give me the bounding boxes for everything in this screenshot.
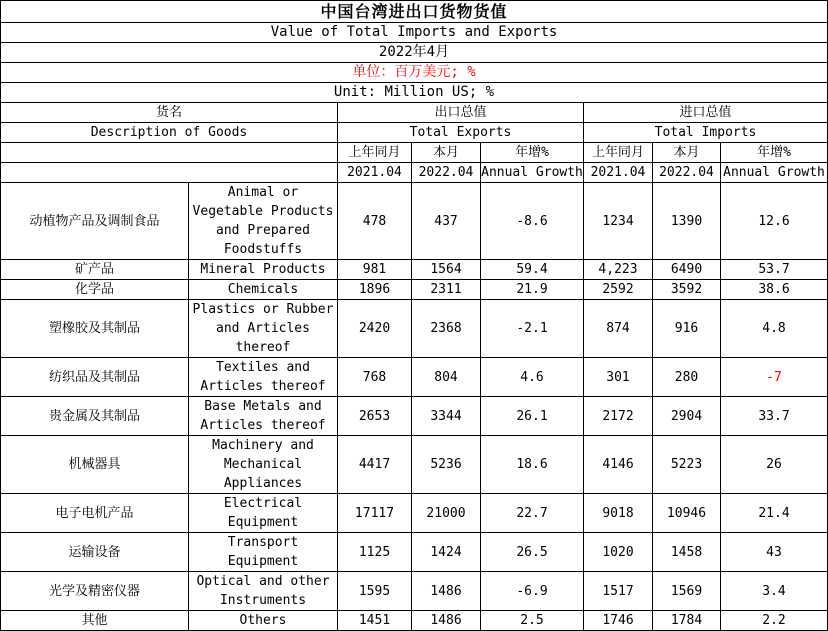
table-row	[1, 260, 828, 280]
value-cell: 33.7	[721, 397, 828, 436]
value-cell: 26.1	[481, 397, 584, 436]
value-cell: 2.5	[481, 611, 584, 631]
unit-label-en: Unit: Million US; %	[1, 83, 828, 103]
value-cell: 1896	[338, 280, 412, 300]
table-row	[1, 494, 828, 533]
value-cell: 2311	[412, 280, 481, 300]
value-cell: 9018	[584, 494, 653, 533]
value-cell: 1458	[653, 533, 721, 572]
goods-name-en: Chemicals	[189, 280, 338, 300]
value-cell: 1390	[653, 183, 721, 260]
value-cell: 3344	[412, 397, 481, 436]
goods-name-en: Plastics or Rubber and Articles thereof	[189, 300, 338, 358]
goods-name-cn: 光学及精密仪器	[1, 572, 189, 611]
goods-name-cn: 矿产品	[1, 260, 189, 280]
value-cell: -2.1	[481, 300, 584, 358]
goods-name-en: Base Metals and Articles thereof	[189, 397, 338, 436]
value-cell-negative-red: -7	[721, 358, 828, 397]
value-cell: 6490	[653, 260, 721, 280]
table-row	[1, 183, 828, 260]
value-cell: 916	[653, 300, 721, 358]
goods-name-en: Mineral Products	[189, 260, 338, 280]
value-cell: 1517	[584, 572, 653, 611]
col-header-imports-en: Total Imports	[584, 123, 828, 143]
table-row	[1, 397, 828, 436]
value-cell: 38.6	[721, 280, 828, 300]
col-header-blank	[1, 163, 338, 183]
value-cell: 1569	[653, 572, 721, 611]
value-cell: 2592	[584, 280, 653, 300]
table-row	[1, 611, 828, 631]
value-cell: 1746	[584, 611, 653, 631]
unit-label-cn: 单位：百万美元; %	[1, 63, 828, 83]
goods-name-cn: 塑橡胶及其制品	[1, 300, 189, 358]
value-cell: 17117	[338, 494, 412, 533]
table-row	[1, 300, 828, 358]
value-cell: 1784	[653, 611, 721, 631]
value-cell: 2904	[653, 397, 721, 436]
value-cell: 18.6	[481, 436, 584, 494]
value-cell: 1451	[338, 611, 412, 631]
table-row	[1, 572, 828, 611]
goods-name-cn: 运输设备	[1, 533, 189, 572]
value-cell: 1234	[584, 183, 653, 260]
table-row	[1, 280, 828, 300]
value-cell: 874	[584, 300, 653, 358]
col-header-exp-curr-period: 2022.04	[412, 163, 481, 183]
value-cell: 2.2	[721, 611, 828, 631]
value-cell: 26	[721, 436, 828, 494]
goods-name-en: Optical and other Instruments	[189, 572, 338, 611]
value-cell: -6.9	[481, 572, 584, 611]
value-cell: 21.9	[481, 280, 584, 300]
col-header-imp-prev-period: 2021.04	[584, 163, 653, 183]
value-cell: 478	[338, 183, 412, 260]
value-cell: 3592	[653, 280, 721, 300]
goods-name-en: Machinery and Mechanical Appliances	[189, 436, 338, 494]
value-cell: 43	[721, 533, 828, 572]
value-cell: 301	[584, 358, 653, 397]
goods-name-en: Transport Equipment	[189, 533, 338, 572]
value-cell: 53.7	[721, 260, 828, 280]
col-header-imports-cn: 进口总值	[584, 103, 828, 123]
value-cell: 981	[338, 260, 412, 280]
value-cell: 2172	[584, 397, 653, 436]
value-cell: 1125	[338, 533, 412, 572]
col-header-exp-prev-period: 2021.04	[338, 163, 412, 183]
value-cell: 4,223	[584, 260, 653, 280]
col-header-exp-curr-cn: 本月	[412, 143, 481, 163]
goods-name-en: Electrical Equipment	[189, 494, 338, 533]
value-cell: 1424	[412, 533, 481, 572]
col-header-imp-growth-en: Annual Growth	[721, 163, 828, 183]
col-header-imp-curr-cn: 本月	[653, 143, 721, 163]
value-cell: 4.8	[721, 300, 828, 358]
col-header-exp-growth-cn: 年增%	[481, 143, 584, 163]
value-cell: 5236	[412, 436, 481, 494]
goods-name-en: Textiles and Articles thereof	[189, 358, 338, 397]
value-cell: 4.6	[481, 358, 584, 397]
col-header-exports-en: Total Exports	[338, 123, 584, 143]
value-cell: 437	[412, 183, 481, 260]
goods-name-en: Others	[189, 611, 338, 631]
value-cell: 1486	[412, 611, 481, 631]
value-cell: 2368	[412, 300, 481, 358]
value-cell: 1020	[584, 533, 653, 572]
value-cell: 59.4	[481, 260, 584, 280]
value-cell: -8.6	[481, 183, 584, 260]
col-header-exp-growth-en: Annual Growth	[481, 163, 584, 183]
report-subtitle: Value of Total Imports and Exports	[1, 23, 828, 43]
col-header-goods-cn: 货名	[1, 103, 338, 123]
col-header-imp-prev-cn: 上年同月	[584, 143, 653, 163]
value-cell: 1564	[412, 260, 481, 280]
value-cell: 12.6	[721, 183, 828, 260]
value-cell: 21000	[412, 494, 481, 533]
value-cell: 1595	[338, 572, 412, 611]
goods-name-cn: 化学品	[1, 280, 189, 300]
report-period: 2022年4月	[1, 43, 828, 63]
value-cell: 2420	[338, 300, 412, 358]
col-header-imp-growth-cn: 年增%	[721, 143, 828, 163]
value-cell: 10946	[653, 494, 721, 533]
goods-name-cn: 动植物产品及调制食品	[1, 183, 189, 260]
col-header-imp-curr-period: 2022.04	[653, 163, 721, 183]
goods-name-cn: 纺织品及其制品	[1, 358, 189, 397]
table-row	[1, 533, 828, 572]
value-cell: 22.7	[481, 494, 584, 533]
col-header-exports-cn: 出口总值	[338, 103, 584, 123]
value-cell: 3.4	[721, 572, 828, 611]
value-cell: 2653	[338, 397, 412, 436]
goods-name-cn: 其他	[1, 611, 189, 631]
goods-name-cn: 贵金属及其制品	[1, 397, 189, 436]
col-header-exp-prev-cn: 上年同月	[338, 143, 412, 163]
value-cell: 1486	[412, 572, 481, 611]
value-cell: 4146	[584, 436, 653, 494]
value-cell: 4417	[338, 436, 412, 494]
goods-name-cn: 电子电机产品	[1, 494, 189, 533]
col-header-goods-en: Description of Goods	[1, 123, 338, 143]
value-cell: 26.5	[481, 533, 584, 572]
value-cell: 21.4	[721, 494, 828, 533]
report-title: 中国台湾进出口货物货值	[1, 1, 828, 23]
value-cell: 768	[338, 358, 412, 397]
goods-name-en: Animal or Vegetable Products and Prepared Foodstuffs	[189, 183, 338, 260]
table-row	[1, 358, 828, 397]
table-row	[1, 436, 828, 494]
col-header-blank	[1, 143, 338, 163]
value-cell: 804	[412, 358, 481, 397]
value-cell: 5223	[653, 436, 721, 494]
goods-name-cn: 机械器具	[1, 436, 189, 494]
value-cell: 280	[653, 358, 721, 397]
